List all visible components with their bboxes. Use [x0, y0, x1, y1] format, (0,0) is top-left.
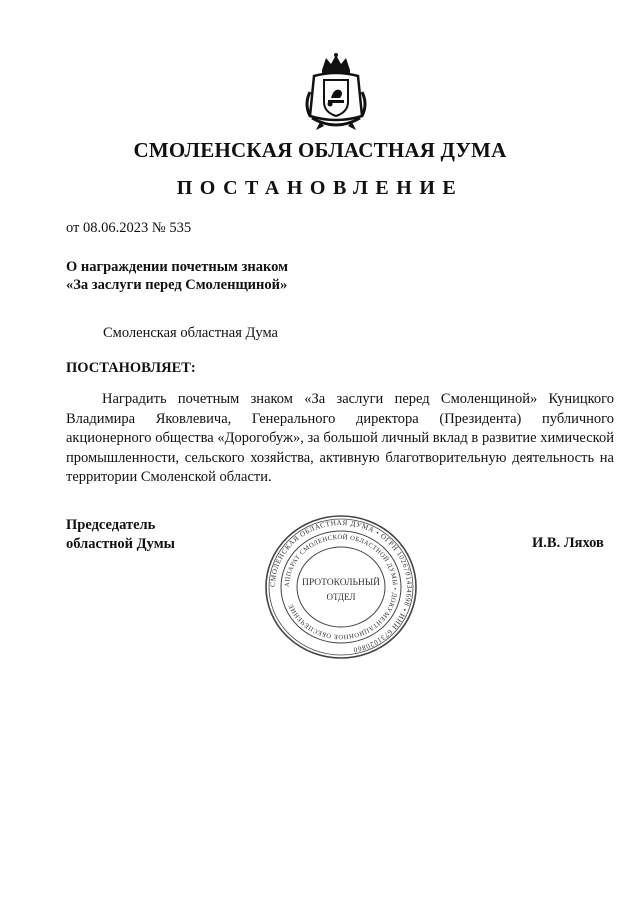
subject-line-1: О награждении почетным знаком	[66, 259, 288, 275]
seal-center-line-2: ОТДЕЛ	[326, 592, 356, 602]
resolution-body: Наградить почетным знаком «За заслуги перед Смоленщиной» Куницкого Владимира Яковлевича, Генерального директора (Президента) публичного акционерного общества «Дорогобуж», за большой личный вклад в развитие химической промышленности, сельского хозяйства, активную благотворительную деятельность на территории Смоленской области.	[66, 391, 614, 485]
document-date-number: от 08.06.2023 № 535	[66, 220, 192, 236]
signatory-title-line-1: Председатель	[66, 517, 156, 533]
decree-word: ПОСТАНОВЛЯЕТ:	[66, 360, 196, 376]
seal-inner-ring-text: АППАРАТ СМОЛЕНСКОЙ ОБЛАСТНОЙ ДУМЫ • ДОКУМЕНТАЦИОННОЕ ОБЕСПЕЧЕНИЕ	[283, 533, 399, 641]
seal-outer-ring-text: СМОЛЕНСКАЯ ОБЛАСТНАЯ ДУМА • ОГРН 1026701434698 • ИНН 6731020860	[268, 518, 414, 654]
official-seal	[262, 512, 420, 662]
seal-center-line-1: ПРОТОКОЛЬНЫЙ	[301, 578, 381, 588]
signatory-title-line-2: областной Думы	[66, 536, 175, 552]
intro-text: Смоленская областная Дума	[103, 325, 278, 341]
document-subject	[66, 258, 288, 294]
signatory-title	[66, 516, 175, 554]
signatory-name: И.В. Ляхов	[532, 535, 604, 551]
subject-line-2: «За заслуги перед Смоленщиной»	[66, 277, 288, 293]
coat-of-arms-icon	[300, 52, 372, 134]
document-type: ПОСТАНОВЛЕНИЕ	[176, 177, 464, 199]
organization-name: СМОЛЕНСКАЯ ОБЛАСТНАЯ ДУМА	[133, 138, 507, 162]
